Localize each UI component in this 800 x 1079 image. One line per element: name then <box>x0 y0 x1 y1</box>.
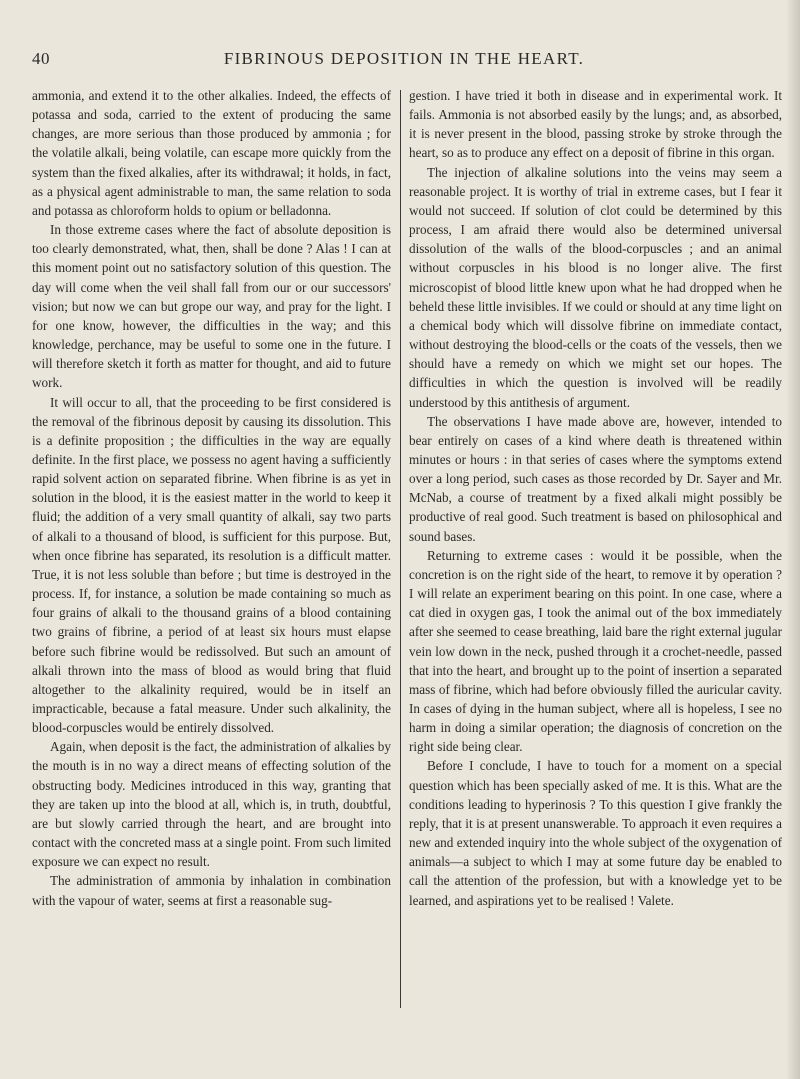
paragraph: The observations I have made above are, however, intended to bear entirely on cases of a kind where death is threatened within minutes or hours : in that series of cases where the symptoms extend over a long period, such cases as those recorded by Dr. Sayer and Mr. McNab, a course of treatment by a fixed alkali might possibly be productive of real good. Such treatment is based on philosophical and sound bases. <box>409 413 782 544</box>
running-title: FIBRINOUS DEPOSITION IN THE HEART. <box>223 49 585 68</box>
paragraph: gestion. I have tried it both in disease and in experimental work. It fails. Ammonia is not absorbed easily by the lungs; and, as absorbed, it is never present in the blood, passing stroke by stroke through the heart, so as to produce any effect on a deposit of fibrine in this organ. <box>409 88 782 161</box>
page-number: 40 <box>32 49 50 68</box>
page-edge-shadow <box>786 0 800 1079</box>
paragraph: ammonia, and extend it to the other alkalies. Indeed, the effects of potassa and soda, carried to the extent of producing the same changes, are more serious than those produced by ammonia ; for the volatile alkali, being volatile, can escape more quickly from the system than the fixed alkalies, after its withdrawal; it holds, in fact, as a physical agent administrable to man, the same relation to soda and potassa as chloroform holds to opium or belladonna. <box>32 88 391 218</box>
right-column <box>409 86 782 910</box>
paragraph: The injection of alkaline solutions into the veins may seem a reasonable project. It is worthy of trial in extreme cases, but I fear it would not succeed. If solution of clot could be determined by this process, I am afraid there would also be determined universal dissolution of the walls of the blood-corpuscles ; and an animal without corpuscles in his blood is no longer alive. The first microscopist of blood little knew upon what he had dropped when he beheld these little invisibles. If we could or should at any time light on a chemical body which will dissolve fibrine on immediate contact, without destroying the blood-cells or the coats of the vessels, then we should have a remedy on which we might set our hopes. The difficulties in which the question is involved will be readily understood by this antithesis of argument. <box>409 164 782 410</box>
paragraph: Returning to extreme cases : would it be possible, when the concretion is on the right side of the heart, to remove it by operation ? I will relate an experiment bearing on this point. In one case, where a cat died in oxygen gas, I took the animal out of the box immediately after she seemed to cease breathing, laid bare the right external jugular vein low down in the neck, pushed through it a crochet-needle, passed that into the heart, and brought up to the point of insertion a separated mass of fibrine, which had before obviously filled the auricular cavity. In cases of dying in the human subject, where all is hopeless, I see no harm in doing a similar operation; the diagnosis of concretion on the right side being clear. <box>409 547 782 755</box>
paragraph: Before I conclude, I have to touch for a moment on a special question which has been specially asked of me. It is this. What are the conditions leading to hyperinosis ? To this question I give frankly the reply, that it is at present unanswerable. To approach it even requires a new and extended inquiry into the whole subject of the oxygenation of animals—a subject to which I may at some future day be enabled to call the attention of the profession, but with a knowledge yet to be learned, and aspirations yet to be realised ! Valete. <box>409 758 782 908</box>
paragraph: In those extreme cases where the fact of absolute deposition is too clearly demonstrated, what, then, shall be done ? Alas ! I can at this moment point out no satisfactory solution of this question. The day will come when the veil shall fall from our or our successors' vision; but now we can but grope our way, and pray for the light. I for one know, however, the difficulties in the way; and this knowledge, perchance, may be useful to some one in the future. I will therefore sketch it forth as matter for thought, and aid to future work. <box>32 222 391 391</box>
left-column <box>32 86 391 910</box>
paragraph: The administration of ammonia by inhalation in combination with the vapour of water, seems at first a reasonable sug- <box>32 873 391 908</box>
page-header <box>28 49 780 71</box>
paragraph: It will occur to all, that the proceeding to be first considered is the removal of the fibrinous deposit by causing its dissolution. This is a definite proposition ; the difficulties in the way are equally definite. In the first place, we possess no agent having a sufficiently rapid solvent action on separated fibrine. When fibrine is as yet in solution in the blood, it is the easiest matter in the world to keep it fluid; the addition of a very small quantity of alkali, say two parts of alkali to a thousand of blood, is sufficient for this purpose. But, when once fibrine has separated, its resolution is a difficult matter. True, it is not less soluble than before ; but time is destroyed in the process. If, for instance, a solution be made containing so much as four grains of alkali to the thousand grains of a blood containing two grains of fibrine, a period of at least six hours must elapse before such fibrine would be redissolved. But such an amount of alkali thrown into the mass of blood as would bring that fluid altogether to the alkalinity required, would be in itself an impracticable, because a fatal measure. Under such alkalinity, the blood-corpuscles would be entirely dissolved. <box>32 394 391 736</box>
paragraph: Again, when deposit is the fact, the administration of alkalies by the mouth is in no way a direct means of effecting solution of the obstructing body. Medicines introduced in this way, granting that they are taken up into the blood at all, which is, in truth, doubtful, are but slowly carried through the heart, and are brought into contact with the concreted mass at a single point. From such limited exposure we can expect no result. <box>32 739 391 870</box>
column-divider <box>400 90 401 1008</box>
